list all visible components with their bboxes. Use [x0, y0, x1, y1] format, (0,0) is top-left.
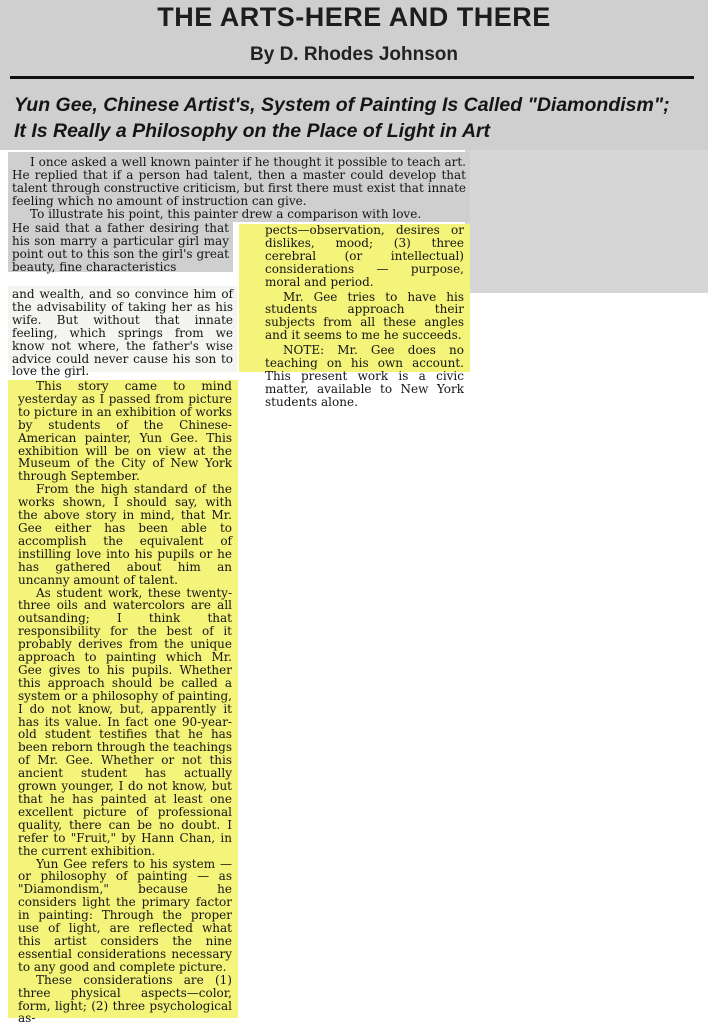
right-column-highlight — [239, 223, 470, 409]
left-top-text: He said that a father desiring that his son marry a particular girl may point out to this son the girl's great beauty, fine characteristics — [12, 221, 229, 274]
intro-paragraph: To illustrate his point, this painter drew a comparison with love. — [30, 206, 422, 221]
header-rule — [10, 76, 694, 79]
gray-margin — [465, 150, 708, 293]
right-paragraph: NOTE: Mr. Gee does no teaching on his own account. This present work is a civic matter, available to New York students alone. — [265, 343, 464, 409]
left-paragraph: Yun Gee refers to his system — or philosophy of painting — as "Diamondism," because he considers light the primary factor in painting: Through the proper use of light, are reflected what this artist considers the nine essential considerations necessary to any good and complete picture. — [18, 856, 232, 974]
headline-line-1: Yun Gee, Chinese Artist's, System of Painting Is Called "Diamondism"; — [14, 94, 670, 116]
headline-line-2: It Is Really a Philosophy on the Place of Light in Art — [14, 120, 491, 142]
byline: By D. Rhodes Johnson — [250, 44, 458, 65]
intro-paragraphs — [8, 152, 470, 222]
right-paragraph: pects—observation, desires or dislikes, mood; (3) three cerebral (or intellectual) considerations — purpose, moral and period. — [265, 223, 464, 289]
article-headline — [14, 92, 694, 144]
left-column-top — [8, 222, 233, 272]
left-column-middle — [8, 286, 237, 379]
left-paragraph: These considerations are (1) three physical aspects—color, form, light; (2) three psychological as- — [18, 972, 232, 1025]
left-paragraph: As student work, these twenty-three oils and watercolors are all outsanding; I think that responsibility for the best of it probably derives from the unique approach to painting which Mr. Gee gives to his pupils. Whether this approach should be called a system or a philosophy of painting, I do not know, but, apparently it has its value. In fact one 90-year-old student testifies that he has been reborn through the teachings of Mr. Gee. Whether or not this ancient student has actually grown younger, I do not know, but that he has painted at least one excellent picture of professional quality, there can be no doubt. I refer to "Fruit," by Hann Chan, in the current exhibition. — [18, 585, 232, 858]
left-mid-text: and wealth, and so convince him of the advisability of taking her as his wife. But without that innate feeling, which springs from we know not where, the father's wise advice could never cause his son to love the girl. — [12, 287, 233, 379]
left-column-highlight — [8, 379, 238, 1025]
column-kicker: THE ARTS-HERE AND THERE — [157, 2, 551, 32]
masthead — [0, 0, 708, 80]
intro-paragraph: I once asked a well known painter if he thought it possible to teach art. He replied that if a person had talent, then a master could develop that talent through constructive criticism, but first there must exist that innate feeling which no amount of instruction can give. — [12, 155, 466, 208]
headline-band — [0, 80, 708, 150]
left-paragraph: This story came to mind yesterday as I passed from picture to picture in an exhibition of works by students of the Chinese-American painter, Yun Gee. This exhibition will be on view at the Museum of the City of New York through September. — [18, 379, 232, 484]
left-paragraph: From the high standard of the works shown, I should say, with the above story in mind, that Mr. Gee either has been able to accomplish the equivalent of instilling love into his pupils or he has gathered about him an uncanny amount of talent. — [18, 482, 232, 587]
right-paragraph: Mr. Gee tries to have his students approach their subjects from all these angles and it seems to me he succeeds. — [265, 289, 464, 343]
